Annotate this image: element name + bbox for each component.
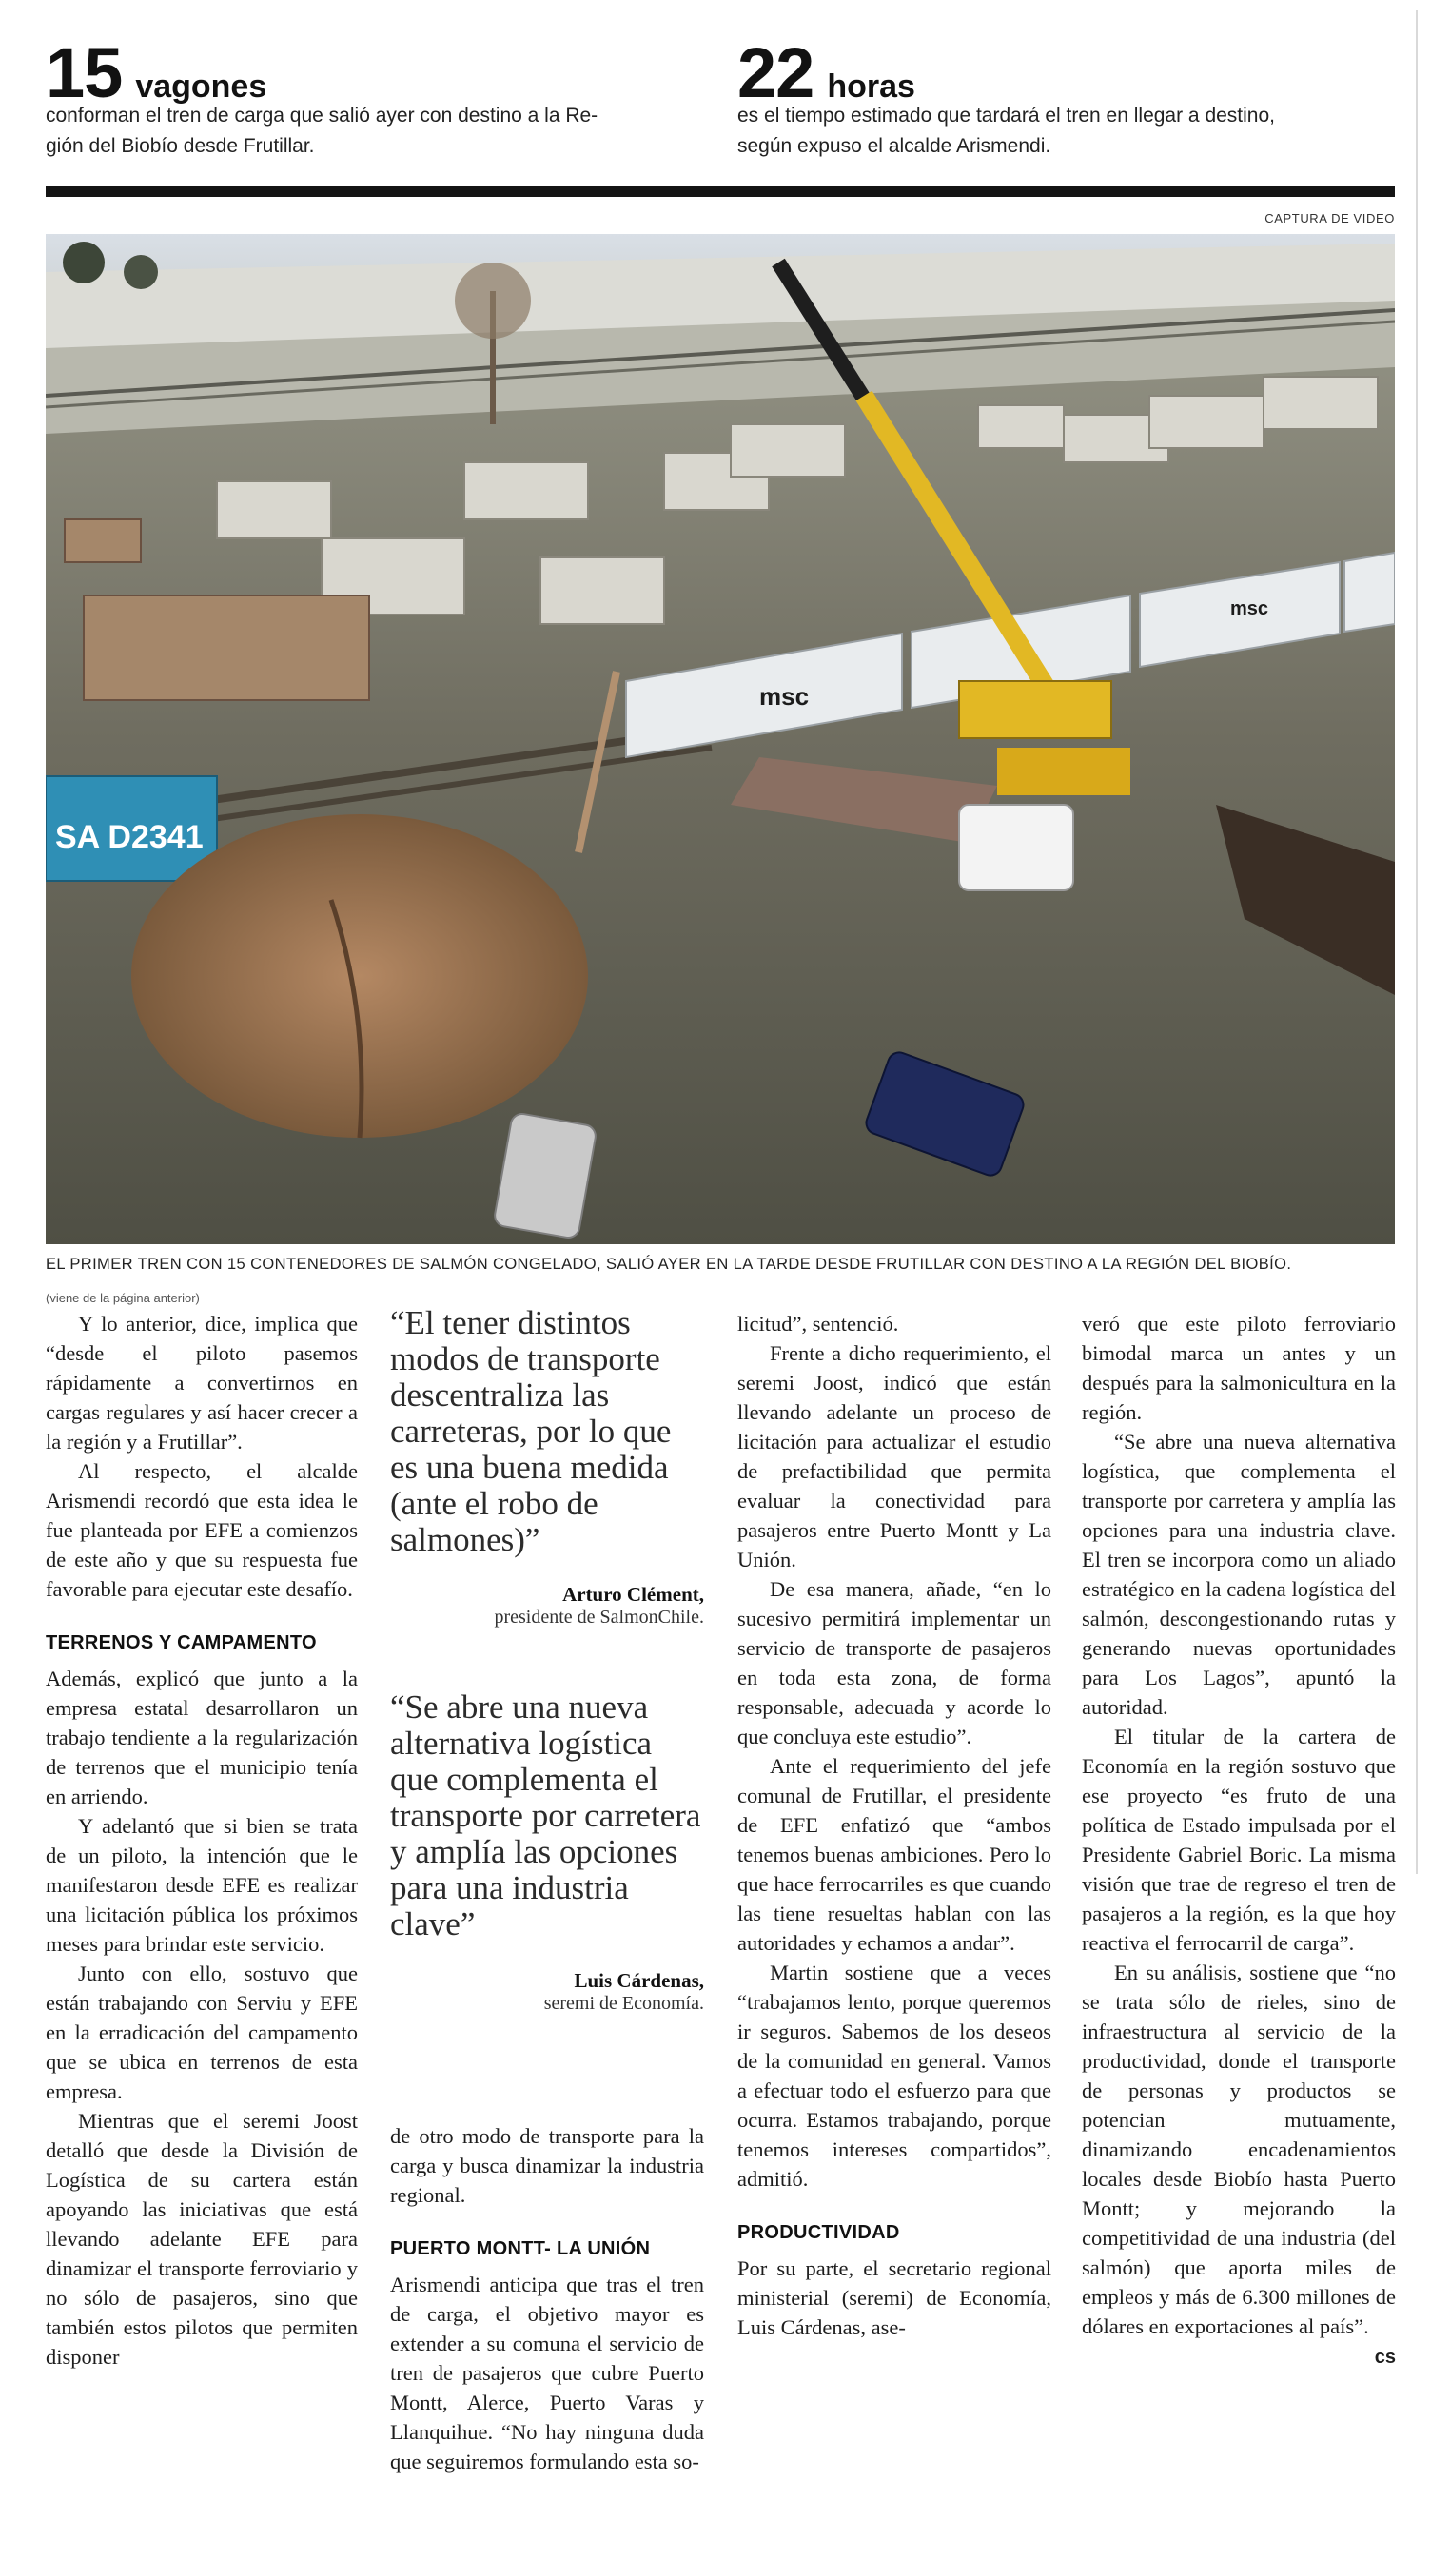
paragraph: Arismendi anticipa que tras el tren de carga, el objetivo mayor es extender a su comuna el servicio de tren de pasajeros que cubre Puerto Montt, Alerce, Puerto Varas y Llanquihue. “No hay ninguna duda que seguiremos formulando esta so- xyxy=(390,2273,704,2473)
stat-description xyxy=(737,101,1394,162)
article-column-4 xyxy=(1082,1309,1396,2372)
paragraph: Martin sostiene que a veces “trabajamos lento, porque queremos ir seguros. Sabemos de los deseos de la comunidad en general. Vamos a efectuar todo el esfuerzo para que ocurra. Estamos trabajando, porque tenemos intereses compartidos”, admitió. xyxy=(737,1961,1051,2191)
paragraph: En su análisis, sostiene que “no se trata sólo de rieles, sino de infraestructura al servicio de la productividad, donde el transporte de personas y productos se potencian mutuamente, dinamizando encadenamientos locales desde Biobío hasta Puerto Montt; y mejorando la competitividad de una industria (del salmón) que aporta miles de empleos y más de 6.300 millones de dólares en exportaciones al país”. xyxy=(1082,1961,1396,2338)
paragraph: Frente a dicho requerimiento, el seremi Joost, indicó que están llevando adelante un proceso de licitación para actualizar el estudio de prefactibilidad que permita evaluar la conectividad para pasajeros entre Puerto Montt y La Unión. xyxy=(737,1341,1051,1571)
stat-number: 22 xyxy=(737,33,814,112)
quote-text: “El tener distintos modos de transporte descentraliza las carreteras, por lo que es una buena medida (ante el robo de salmones)” xyxy=(390,1304,672,1558)
page-edge-rule xyxy=(1416,10,1418,1874)
quote-text: “Se abre una nueva alternativa logística que complementa el transporte por carretera y amplía las opciones para una industria clave” xyxy=(390,1688,701,1942)
article-column-2 xyxy=(390,2121,704,2476)
paragraph: Además, explicó que junto a la empresa estatal desarrollaron un trabajo tendiente a la regularización de terrenos que el municipio tenía en arriendo. xyxy=(46,1667,358,1808)
stat-horas xyxy=(737,33,1394,162)
pull-quote-1 xyxy=(390,1305,704,1629)
photo-caption: EL PRIMER TREN CON 15 CONTENEDORES DE SALMÓN CONGELADO, SALIÓ AYER EN LA TARDE DESDE FRUTILLAR CON DESTINO A LA REGIÓN DEL BIOBÍO. xyxy=(46,1256,1292,1273)
paragraph: Y adelantó que si bien se trata de un piloto, la intención que le manifestaron desde EFE es realizar una licitación pública los próximos meses para brindar este servicio. xyxy=(46,1814,358,1956)
article-column-3 xyxy=(737,1309,1051,2342)
quote-author-role: presidente de SalmonChile. xyxy=(494,1607,704,1628)
stat-unit: horas xyxy=(827,68,915,105)
article-column-1 xyxy=(46,1309,358,2371)
stat-desc-line: es el tiempo estimado que tardará el tren en llegar a destino, xyxy=(737,105,1276,127)
paragraph: Ante el requerimiento del jefe comunal de Frutillar, el presidente de EFE enfatizó que “ambos tenemos buenas ambiciones. Pero lo que hace ferrocarriles es que cuando las tiene resueltas hablan con las autoridades y echamos a andar”. xyxy=(737,1754,1051,1955)
quote-author: Arturo Clément, xyxy=(562,1583,704,1606)
paragraph: de otro modo de transporte para la carga y busca dinamizar la industria regional. xyxy=(390,2124,704,2207)
container-logo: msc xyxy=(1230,598,1269,619)
stat-number: 15 xyxy=(46,33,123,112)
quote-author-role: seremi de Economía. xyxy=(543,1993,704,2014)
container-logo: msc xyxy=(759,682,810,711)
photo-credit: CAPTURA DE VIDEO xyxy=(1264,211,1395,225)
paragraph: veró que este piloto ferroviario bimodal marca un antes y un después para la salmonicultura en la región. xyxy=(1082,1312,1396,1424)
paragraph: De esa manera, añade, “en lo sucesivo permitirá implementar un servicio de transporte de pasajeros en toda esta zona, de forma responsable, adecuada y acorde lo que concluya este estudio”. xyxy=(737,1577,1051,1748)
section-heading: TERRENOS Y CAMPAMENTO xyxy=(46,1632,317,1653)
stat-desc-line: conforman el tren de carga que salió ayer con destino a la Re- xyxy=(46,105,598,127)
paragraph: Y lo anterior, dice, implica que “desde el piloto pasemos rápidamente a convertirnos en cargas regulares y así hacer crecer a la región y a Frutillar”. xyxy=(46,1312,358,1454)
news-photo xyxy=(46,234,1395,1244)
end-mark-wrap xyxy=(1082,2341,1396,2372)
stat-unit: vagones xyxy=(135,68,267,105)
paragraph: Al respecto, el alcalde Arismendi recordó que esta idea le fue planteada por EFE a comienzos de este año y que su respuesta fue favorable para ejecutar este desafío. xyxy=(46,1459,358,1601)
pull-quote-2 xyxy=(390,1689,704,2015)
paragraph: Junto con ello, sostuvo que están trabajando con Serviu y EFE en la erradicación del campamento que se ubica en terrenos de esta empresa. xyxy=(46,1961,358,2103)
section-heading: PUERTO MONTT- LA UNIÓN xyxy=(390,2238,651,2259)
locomotive-number: SA D2341 xyxy=(55,819,204,855)
quote-author: Luis Cárdenas, xyxy=(574,1969,704,1992)
paragraph: “Se abre una nueva alternativa logística, que complementa el transporte por carretera y amplía las opciones para una industria clave. El tren se incorpora como un aliado estratégico en la cadena logística del salmón, descongestionando rutas y generando nuevas oportunidades para Los Lagos”, apuntó la autoridad. xyxy=(1082,1430,1396,1719)
continued-note: (viene de la página anterior) xyxy=(46,1291,200,1305)
stat-desc-line: según expuso el alcalde Arismendi. xyxy=(737,135,1051,157)
paragraph: Mientras que el seremi Joost detalló que desde la División de Logística de su cartera están apoyando las iniciativas que está llevando adelante EFE para dinamizar el transporte ferroviario y no sólo de pasajeros, sino que también estos pilotos que permiten disponer xyxy=(46,2109,358,2369)
section-divider xyxy=(46,186,1395,197)
stat-vagones xyxy=(46,33,702,162)
stat-desc-line: gión del Biobío desde Frutillar. xyxy=(46,135,315,157)
paragraph: Por su parte, el secretario regional ministerial (seremi) de Economía, Luis Cárdenas, ase- xyxy=(737,2256,1051,2339)
section-heading: PRODUCTIVIDAD xyxy=(737,2222,900,2243)
paragraph: licitud”, sentenció. xyxy=(737,1312,899,1336)
paragraph: El titular de la cartera de Economía en la región sostuvo que ese proyecto “es fruto de una política de Estado impulsada por el Presidente Gabriel Boric. La misma visión que trae de regreso el tren de pasajeros a la región, es la que hoy reactiva el ferrocarril de carga”. xyxy=(1082,1725,1396,1955)
stat-description xyxy=(46,101,702,162)
end-of-article-mark: cs xyxy=(1374,2347,1396,2368)
